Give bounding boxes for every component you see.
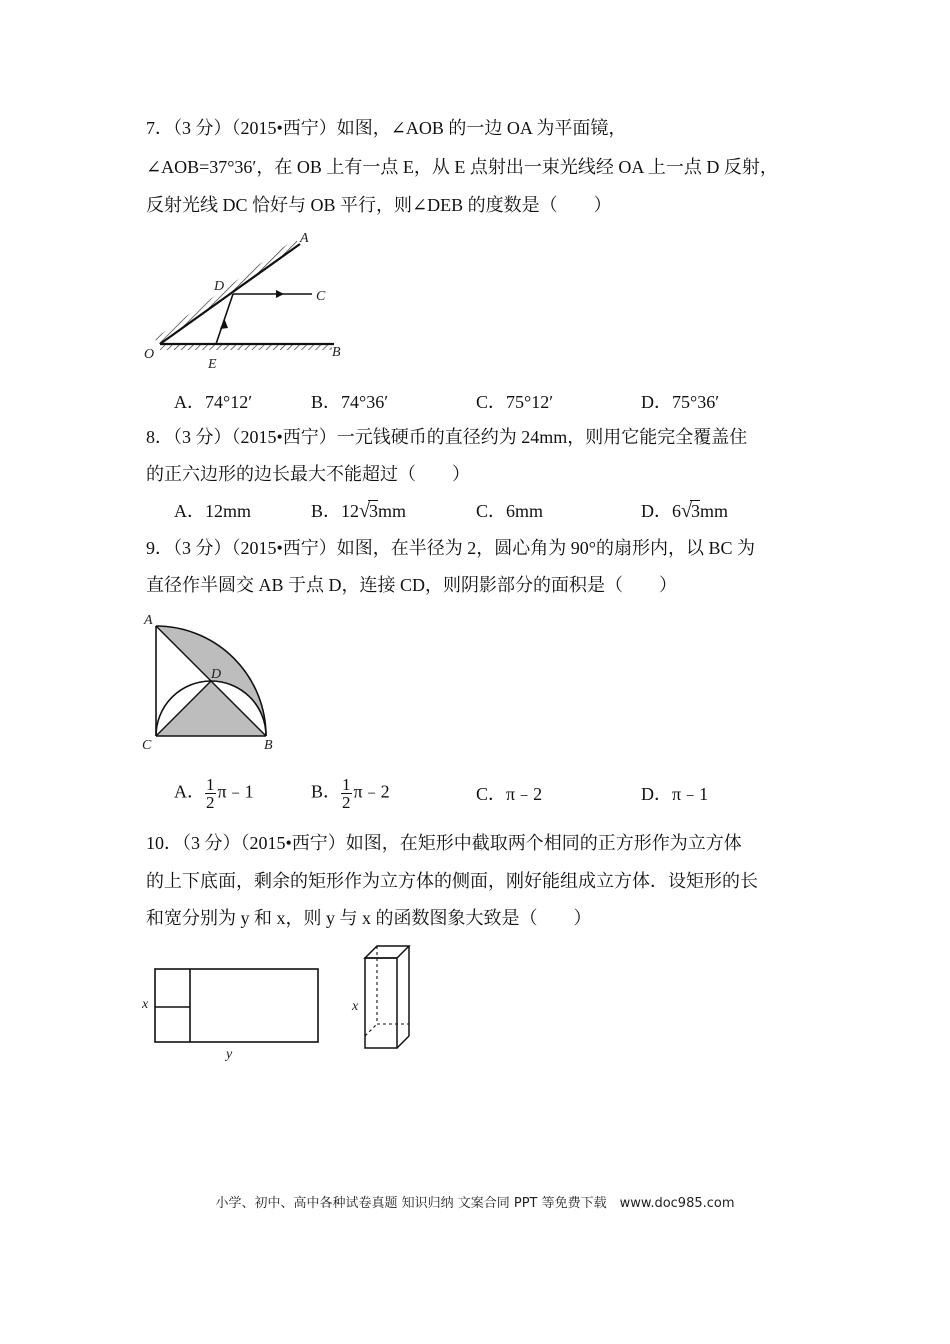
q9-option-a-numerator: 1 [206, 775, 215, 794]
q8-option-b-suffix: mm [378, 501, 407, 521]
label-y: y [226, 1047, 233, 1062]
q9-option-b-suffix: π﹣2 [353, 781, 390, 802]
label-a: A [144, 613, 153, 628]
incident-arrow [220, 319, 228, 329]
q9-sector-figure [138, 608, 288, 756]
q8-text-line-1: 8．（3 分）（2015•西宁）一元钱硬币的直径约为 24mm，则用它能完全覆盖住 [146, 427, 748, 447]
q7-option-c[interactable]: C．75°12′ [476, 392, 554, 412]
q10-cuboid-figure [346, 940, 426, 1055]
label-c: C [142, 738, 152, 753]
label-o: O [144, 347, 155, 362]
q9-option-c[interactable]: C．π﹣2 [476, 784, 543, 804]
q9-option-d[interactable]: D．π﹣1 [641, 784, 709, 804]
cuboid-front [365, 958, 397, 1048]
q7-text-line-1: 7．（3 分）（2015•西宁）如图，∠AOB 的一边 OA 为平面镜， [146, 118, 627, 138]
q7-text-line-3: 反射光线 DC 恰好与 OB 平行，则∠DEB 的度数是（ ） [146, 195, 612, 215]
q9-option-a[interactable] [174, 776, 254, 811]
q7-text-line-2: ∠AOB=37°36′，在 OB 上有一点 E，从 E 点射出一束光线经 OA 上一点 D 反射， [146, 157, 778, 177]
sqrt-symbol: √3 [359, 500, 378, 522]
label-d: D [211, 667, 222, 682]
label-x: x [352, 999, 359, 1014]
cuboid-edge [397, 1036, 409, 1048]
q8-option-b-radicand: 3 [369, 501, 378, 521]
q9-text-line-1: 9．（3 分）（2015•西宁）如图，在半径为 2，圆心角为 90°的扇形内，以 BC 为 [146, 538, 756, 558]
q8-option-c[interactable]: C．6mm [476, 501, 544, 521]
sqrt-symbol: √3 [681, 500, 700, 522]
q9-text-line-2: 直径作半圆交 AB 于点 D，连接 CD，则阴影部分的面积是（ ） [146, 575, 678, 595]
label-b: B [332, 345, 341, 360]
q8-option-d-radicand: 3 [690, 501, 700, 521]
label-b: B [264, 738, 273, 753]
q9-option-a-suffix: π﹣1 [217, 781, 254, 802]
fraction [341, 776, 352, 811]
q8-option-b[interactable] [311, 499, 406, 523]
q10-text-line-1: 10．（3 分）（2015•西宁）如图，在矩形中截取两个相同的正方形作为立方体 [146, 833, 742, 853]
q7-option-a[interactable]: A．74°12′ [174, 392, 253, 412]
q9-option-a-denominator: 2 [206, 793, 215, 812]
q8-option-d-suffix: mm [699, 501, 728, 521]
q7-option-b[interactable]: B．74°36′ [311, 392, 389, 412]
q10-text-line-3: 和宽分别为 y 和 x，则 y 与 x 的函数图象大致是（ ） [146, 908, 592, 928]
q8-option-d-prefix: D．6 [641, 501, 681, 521]
label-e: E [208, 357, 217, 372]
page-footer: 小学、初中、高中各种试卷真题 知识归纳 文案合同 PPT 等免费下载 www.doc985.com [215, 1196, 735, 1211]
q9-option-a-prefix: A． [174, 781, 205, 802]
q8-option-d[interactable] [641, 499, 728, 523]
label-c: C [316, 289, 326, 304]
q7-mirror-figure [140, 228, 350, 376]
q8-option-b-prefix: B．12 [311, 501, 360, 521]
label-d: D [214, 279, 225, 294]
q8-option-a[interactable]: A．12mm [174, 501, 252, 521]
fraction [205, 776, 216, 811]
cuboid-top [365, 946, 409, 958]
reflected-arrow [276, 290, 284, 298]
q9-option-b-denominator: 2 [342, 793, 351, 812]
q8-text-line-2: 的正六边形的边长最大不能超过（ ） [146, 464, 470, 484]
q9-option-b[interactable] [311, 776, 390, 811]
q10-text-line-2: 的上下底面，剩余的矩形作为立方体的侧面，刚好能组成立方体．设矩形的长 [146, 871, 758, 891]
hidden-edge [365, 1024, 377, 1036]
q9-option-b-prefix: B． [311, 781, 342, 802]
label-a: A [300, 231, 309, 246]
q7-option-d[interactable]: D．75°36′ [641, 392, 720, 412]
label-x: x [142, 997, 149, 1012]
q9-option-b-numerator: 1 [342, 775, 351, 794]
big-rectangle [155, 969, 318, 1042]
q10-rectangle-figure [138, 962, 328, 1062]
